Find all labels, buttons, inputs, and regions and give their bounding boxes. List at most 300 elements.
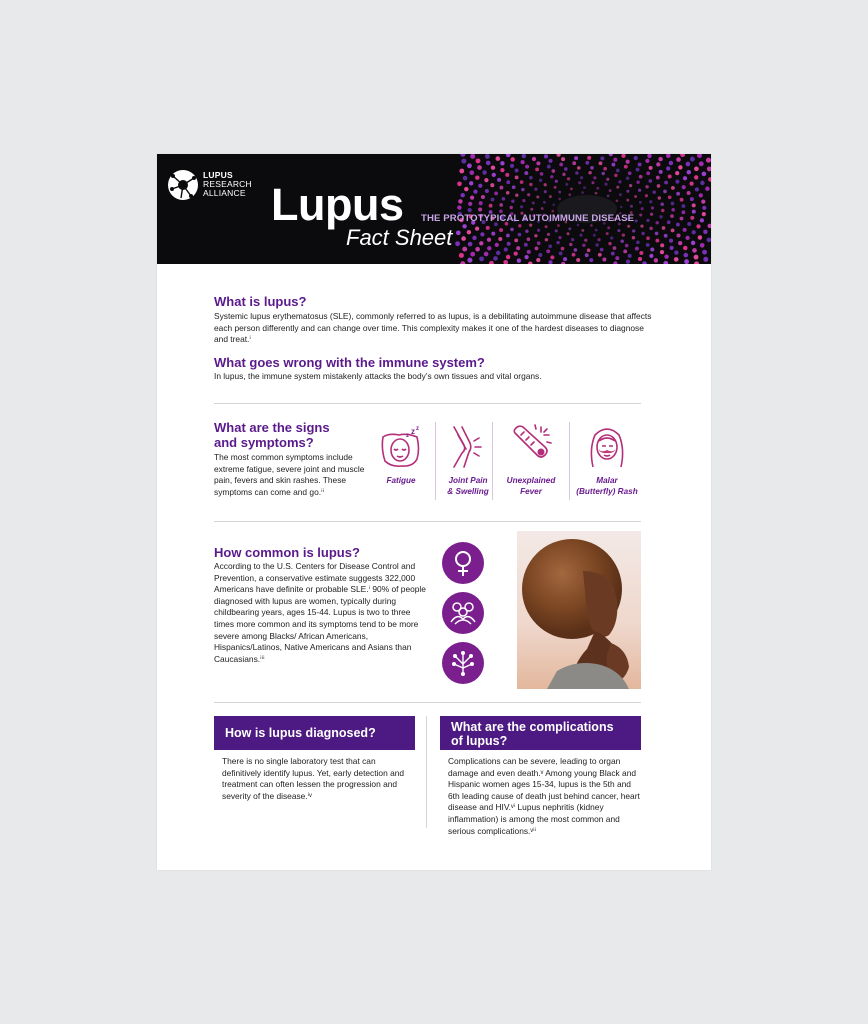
vortex-dot — [600, 248, 604, 252]
vortex-dot — [472, 236, 476, 240]
vortex-dot — [626, 190, 629, 193]
vortex-dot — [484, 178, 488, 182]
vortex-dot — [462, 247, 467, 252]
vortex-dot — [534, 234, 537, 237]
vortex-dot — [681, 204, 685, 208]
vortex-dot — [467, 163, 472, 168]
vortex-dot — [552, 203, 555, 206]
logo-line: LUPUS — [203, 170, 233, 180]
vortex-dot — [518, 224, 521, 227]
vortex-dot — [694, 166, 699, 171]
vortex-dot — [657, 184, 661, 188]
complications-heading — [440, 716, 641, 748]
vortex-dot — [575, 171, 578, 174]
vortex-dot — [667, 220, 671, 224]
vortex-dot — [674, 257, 679, 262]
vortex-dot — [703, 230, 707, 234]
vortex-dot — [666, 154, 671, 158]
vortex-dot — [703, 257, 708, 262]
vortex-dot — [461, 236, 466, 241]
vortex-dot — [687, 191, 691, 195]
vortex-dot — [460, 193, 464, 197]
vortex-dot — [613, 246, 617, 250]
vortex-dot — [564, 167, 568, 171]
vortex-dot — [671, 202, 675, 206]
vortex-dot — [468, 208, 472, 212]
vortex-dot — [475, 247, 480, 252]
vortex-dot — [655, 232, 659, 236]
vortex-dot — [700, 243, 705, 248]
vortex-dot — [558, 236, 561, 239]
vortex-dot — [651, 206, 654, 209]
signs-heading-line: and symptoms? — [214, 435, 314, 450]
vortex-dot — [545, 225, 548, 228]
diagnosed-body: There is no single laboratory test that can definitively identify lupus. Yet, early detection and treatment can often lessen the progression and severity of the disease.ⁱᵛ — [222, 756, 405, 801]
symptom-divider — [492, 422, 493, 500]
vortex-dot — [500, 168, 504, 172]
vortex-dot — [634, 195, 637, 198]
vortex-dot — [530, 208, 533, 211]
vortex-dot — [562, 173, 565, 176]
vortex-dot — [524, 255, 528, 259]
signs-body: The most common symptoms include extreme fatigue, severe joint and muscle pain, fevers and skin rashes. These symptoms can come and go.ⁱⁱ — [214, 452, 365, 497]
vortex-dot — [479, 201, 483, 205]
vortex-dot — [638, 257, 642, 261]
vortex-dot — [701, 199, 705, 203]
column-divider — [426, 716, 427, 828]
vortex-dot — [624, 165, 628, 169]
vortex-dot — [639, 201, 642, 204]
vortex-dot — [457, 205, 461, 209]
vortex-dot — [534, 188, 537, 191]
vortex-dot — [613, 261, 617, 264]
vortex-dot — [596, 187, 599, 190]
vortex-dot — [676, 223, 680, 227]
people-group-icon — [442, 592, 484, 634]
divider — [214, 702, 641, 703]
symptom-label-line: Unexplained — [506, 476, 556, 485]
vortex-dot — [563, 257, 567, 261]
logo-line: ALLIANCE — [203, 188, 246, 198]
vortex-dot — [702, 206, 706, 210]
vortex-dot — [499, 186, 503, 190]
vortex-dot — [515, 168, 519, 172]
vortex-dot — [547, 233, 550, 236]
vortex-dot — [574, 156, 578, 160]
sleeping-face-icon — [377, 423, 425, 471]
vortex-dot — [506, 234, 510, 238]
vortex-dot — [609, 189, 612, 192]
vortex-dot — [491, 232, 495, 236]
vortex-dot — [659, 170, 663, 174]
vortex-dot — [646, 219, 649, 222]
vortex-dot — [649, 254, 653, 258]
vortex-dot — [467, 258, 472, 263]
vortex-dot — [544, 190, 547, 193]
vortex-dot — [468, 242, 473, 247]
vortex-dot — [551, 169, 555, 173]
vortex-dot — [536, 161, 540, 165]
vortex-dot — [591, 181, 594, 184]
network-tree-icon — [442, 642, 484, 684]
vortex-dot — [626, 177, 629, 180]
vortex-dot — [645, 185, 648, 188]
vortex-dot — [626, 259, 630, 263]
vortex-dot — [517, 258, 521, 262]
vortex-dot — [540, 172, 544, 176]
vortex-dot — [574, 248, 578, 252]
vortex-dot — [555, 229, 558, 232]
vortex-dot — [600, 156, 604, 160]
vortex-dot — [507, 242, 511, 246]
vortex-dot — [499, 203, 503, 207]
vortex-dot — [664, 234, 668, 238]
vortex-dot — [646, 236, 650, 240]
knee-joint-icon — [444, 423, 492, 471]
vortex-dot — [696, 224, 700, 228]
vortex-dot — [676, 157, 681, 162]
vortex-dot — [593, 234, 596, 237]
vortex-dot — [468, 202, 472, 206]
vortex-dot — [683, 253, 688, 258]
page-subtitle: Fact Sheet — [346, 225, 453, 250]
header-banner — [157, 154, 711, 264]
vortex-dot — [671, 228, 675, 232]
vortex-dot — [469, 181, 473, 185]
vortex-dot — [506, 154, 511, 157]
vortex-dot — [522, 154, 526, 158]
vortex-dot — [486, 161, 491, 166]
vortex-dot — [518, 233, 522, 237]
vortex-dot — [561, 247, 565, 251]
vortex-dot — [558, 198, 561, 201]
vortex-dot — [620, 206, 623, 209]
vortex-dot — [648, 179, 652, 183]
vortex-dot — [616, 186, 619, 189]
vortex-dot — [590, 224, 593, 227]
what-is-body: Systemic lupus erythematosus (SLE), commonly referred to as lupus, is a debilitating autoimmune disease that affects each person differently and can change over time. This complexity makes it one of the hardest diseases to diagnose and treat.ⁱ — [214, 311, 652, 345]
vortex-dot — [460, 261, 465, 264]
vortex-dot — [699, 193, 703, 197]
vortex-dot — [646, 243, 650, 247]
symptom-label: Fatigue — [386, 476, 416, 485]
vortex-dot — [601, 172, 604, 175]
vortex-dot — [548, 260, 552, 264]
vortex-dot — [491, 198, 495, 202]
vortex-dot — [636, 168, 640, 172]
symptom-fatigue — [368, 423, 434, 486]
tagline: THE PROTOTYPICAL AUTOIMMUNE DISEASE — [421, 213, 635, 224]
svg-text:z: z — [406, 433, 409, 439]
lupus-logo-icon — [167, 169, 199, 201]
vortex-dot — [678, 241, 682, 245]
vortex-dot — [485, 154, 490, 159]
vortex-dot — [566, 232, 569, 235]
vortex-dot — [650, 213, 653, 216]
vortex-dot — [669, 246, 673, 250]
vortex-dot — [700, 218, 704, 222]
vortex-dot — [520, 160, 524, 164]
vortex-dot — [638, 162, 642, 166]
divider — [214, 403, 641, 404]
vortex-dot — [457, 181, 462, 186]
what-is-heading: What is lupus? — [214, 294, 307, 309]
vortex-dot — [641, 232, 644, 235]
symptom-label — [498, 475, 564, 497]
vortex-dot — [561, 262, 565, 264]
vortex-dot — [491, 165, 495, 169]
vortex-dot — [532, 201, 535, 204]
vortex-dot — [568, 193, 571, 196]
vortex-dot — [515, 193, 518, 196]
vortex-dot — [582, 244, 585, 247]
vortex-dot — [503, 260, 508, 264]
vortex-dot — [641, 207, 644, 210]
vortex-dot — [608, 242, 611, 245]
vortex-dot — [678, 165, 682, 169]
vortex-dot — [634, 156, 638, 160]
vortex-dot — [570, 187, 573, 190]
vortex-dot — [558, 191, 561, 194]
vortex-dot — [629, 184, 632, 187]
vortex-dot — [589, 258, 593, 262]
vortex-dot — [572, 253, 576, 257]
vortex-dot — [493, 256, 498, 261]
vortex-dot — [536, 195, 539, 198]
vortex-dot — [490, 183, 494, 187]
vortex-dot — [536, 258, 540, 262]
vortex-dot — [658, 157, 662, 161]
vortex-dot — [649, 227, 652, 230]
vortex-dot — [470, 154, 475, 159]
vortex-dot — [639, 175, 643, 179]
vortex-dot — [668, 174, 672, 178]
vortex-dot — [568, 227, 571, 230]
vortex-dot — [556, 154, 560, 157]
vortex-dot — [584, 239, 587, 242]
vortex-dot — [522, 199, 525, 202]
vortex-dot — [666, 166, 670, 170]
vortex-dot — [632, 229, 635, 232]
vortex-dot — [660, 202, 663, 205]
vortex-dot — [702, 250, 707, 255]
vortex-dot — [675, 171, 679, 175]
vortex-dot — [623, 249, 627, 253]
vortex-dot — [609, 154, 613, 156]
vortex-dot — [707, 224, 711, 228]
vortex-dot — [604, 183, 607, 186]
vortex-dot — [590, 166, 594, 170]
vortex-dot — [668, 195, 672, 199]
vortex-dot — [494, 191, 498, 195]
common-body: According to the U.S. Centers for Disease Control and Prevention, a conservative estimate suggests 322,000 Americans have definite or probable SLE.ⁱ 90% of people diagnosed with lupus are women, typically during childbearing years, ages 15-44. Lupus is two to three times more common and its symptoms tend to be more severe among Blacks/ African Americans, Hispanics/Latinos, Native Americans and Asians than Caucasians.ⁱⁱⁱ — [214, 561, 426, 664]
vortex-dot — [477, 165, 482, 170]
vortex-dot — [694, 175, 698, 179]
vortex-dot — [603, 167, 607, 171]
vortex-dot — [628, 254, 632, 258]
vortex-dot — [567, 177, 570, 180]
vortex-dot — [650, 247, 654, 251]
vortex-dot — [684, 259, 689, 264]
vortex-dot — [539, 179, 542, 182]
vortex-dot — [635, 247, 639, 251]
vortex-dot — [520, 180, 524, 184]
vortex-dot — [669, 239, 673, 243]
vortex-dot — [690, 157, 695, 162]
vortex-dot — [459, 169, 464, 174]
vortex-dot — [690, 197, 694, 201]
fact-sheet-page — [157, 154, 711, 870]
network-stat-badge — [442, 642, 484, 684]
vortex-dot — [502, 197, 506, 201]
vortex-dot — [683, 228, 687, 232]
vortex-dot — [654, 258, 658, 262]
vortex-dot — [484, 252, 489, 257]
vortex-dot — [565, 183, 568, 186]
vortex-dot — [535, 167, 539, 171]
vortex-dot — [546, 249, 550, 253]
vortex-dot — [456, 230, 461, 235]
vortex-dot — [689, 181, 693, 185]
vortex-dot — [469, 170, 474, 175]
vortex-dot — [680, 217, 684, 221]
vortex-dot — [680, 198, 684, 202]
vortex-dot — [475, 175, 479, 179]
vortex-dot — [638, 189, 641, 192]
vortex-dot — [705, 186, 709, 190]
vortex-dot — [554, 186, 557, 189]
vortex-dot — [577, 166, 581, 170]
vortex-dot — [479, 241, 483, 245]
vortex-dot — [476, 158, 481, 163]
vortex-dot — [635, 219, 638, 222]
vortex-dot — [524, 243, 528, 247]
vortex-dot — [459, 253, 464, 258]
woman-photo — [517, 531, 641, 689]
vortex-dot — [544, 154, 548, 158]
symptom-label-line: & Swelling — [447, 487, 489, 496]
vortex-dot — [579, 234, 582, 237]
vortex-dot — [626, 160, 630, 164]
vortex-dot — [460, 154, 465, 157]
vortex-dot — [559, 251, 563, 255]
vortex-dot — [478, 207, 482, 211]
vortex-dot — [585, 161, 589, 165]
vortex-dot — [597, 238, 600, 241]
vortex-dot — [509, 206, 512, 209]
vortex-dot — [675, 180, 679, 184]
vortex-dot — [549, 195, 552, 198]
vortex-dot — [587, 248, 591, 252]
vortex-dot — [520, 205, 523, 208]
vortex-dot — [576, 258, 580, 262]
vortex-dot — [511, 199, 514, 202]
vortex-dot — [702, 212, 706, 216]
vortex-dot — [495, 243, 499, 247]
vortex-dot — [697, 154, 702, 158]
vortex-dot — [521, 188, 524, 191]
vortex-dot — [504, 247, 508, 251]
vortex-dot — [515, 175, 519, 179]
vortex-dot — [492, 173, 496, 177]
vortex-dot — [669, 161, 673, 165]
vortex-dot — [524, 171, 528, 175]
vortex-dot — [610, 236, 613, 239]
vortex-dot — [559, 163, 563, 167]
vortex-dot — [656, 162, 660, 166]
vortex-dot — [550, 175, 553, 178]
vortex-dot — [535, 246, 539, 250]
vortex-dot — [489, 261, 494, 264]
divider — [214, 521, 641, 522]
vortex-dot — [659, 215, 662, 218]
vortex-dot — [639, 251, 643, 255]
vortex-dot — [680, 154, 685, 157]
vortex-dot — [487, 238, 491, 242]
vortex-dot — [602, 257, 606, 261]
vortex-dot — [636, 240, 640, 244]
vortex-dot — [606, 232, 609, 235]
vortex-dot — [547, 165, 551, 169]
vortex-dot — [486, 226, 490, 230]
vortex-dot — [663, 190, 667, 194]
vortex-dot — [470, 252, 475, 257]
vortex-dot — [645, 194, 648, 197]
vortex-dot — [510, 164, 514, 168]
vortex-dot — [658, 196, 661, 199]
vortex-dot — [510, 157, 514, 161]
vortex-dot — [682, 185, 686, 189]
vortex-dot — [649, 200, 652, 203]
vortex-dot — [514, 251, 518, 255]
vortex-dot — [541, 207, 544, 210]
vortex-dot — [640, 224, 643, 227]
vortex-dot — [595, 243, 598, 246]
vortex-dot — [527, 237, 531, 241]
symptom-label-line: Malar — [596, 476, 618, 485]
vortex-dot — [598, 253, 602, 257]
vortex-dot — [581, 191, 584, 194]
diagnosed-heading: How is lupus diagnosed? — [225, 726, 376, 740]
vortex-dot — [569, 243, 572, 246]
vortex-dot — [580, 176, 583, 179]
vortex-dot — [588, 171, 591, 174]
vortex-dot — [676, 233, 680, 237]
vortex-dot — [583, 186, 586, 189]
complications-body: Complications can be severe, leading to organ damage and even death.ᵛ Among young Black and Hispanic women ages 15-34, lupus is the 5th and 6th leading cause of death just behind cancer, heart disease and HIV.ᵛⁱ Lupus nephritis (kidney inflammation) is among the most common and serious complications.ᵛⁱⁱ — [448, 756, 640, 836]
vortex-dot — [662, 226, 666, 230]
vortex-dot — [506, 180, 510, 184]
vortex-dot — [652, 190, 655, 193]
vortex-dot — [495, 156, 500, 161]
vortex-dot — [664, 181, 668, 185]
vortex-dot — [482, 170, 486, 174]
vortex-dot — [481, 195, 485, 199]
vortex-dot — [649, 166, 653, 170]
vortex-dot — [681, 210, 685, 214]
vortex-dot — [707, 166, 711, 171]
vortex-dot — [544, 183, 547, 186]
vortex-dot — [606, 178, 609, 181]
vortex-dot — [700, 181, 704, 185]
vortex-dot — [512, 185, 516, 189]
vortex-dot — [692, 210, 696, 214]
vortex-dot — [699, 161, 704, 166]
vortex-dot — [572, 161, 576, 165]
svg-text:z: z — [416, 426, 419, 432]
symptom-divider — [569, 422, 570, 500]
vortex-dot — [698, 235, 702, 239]
